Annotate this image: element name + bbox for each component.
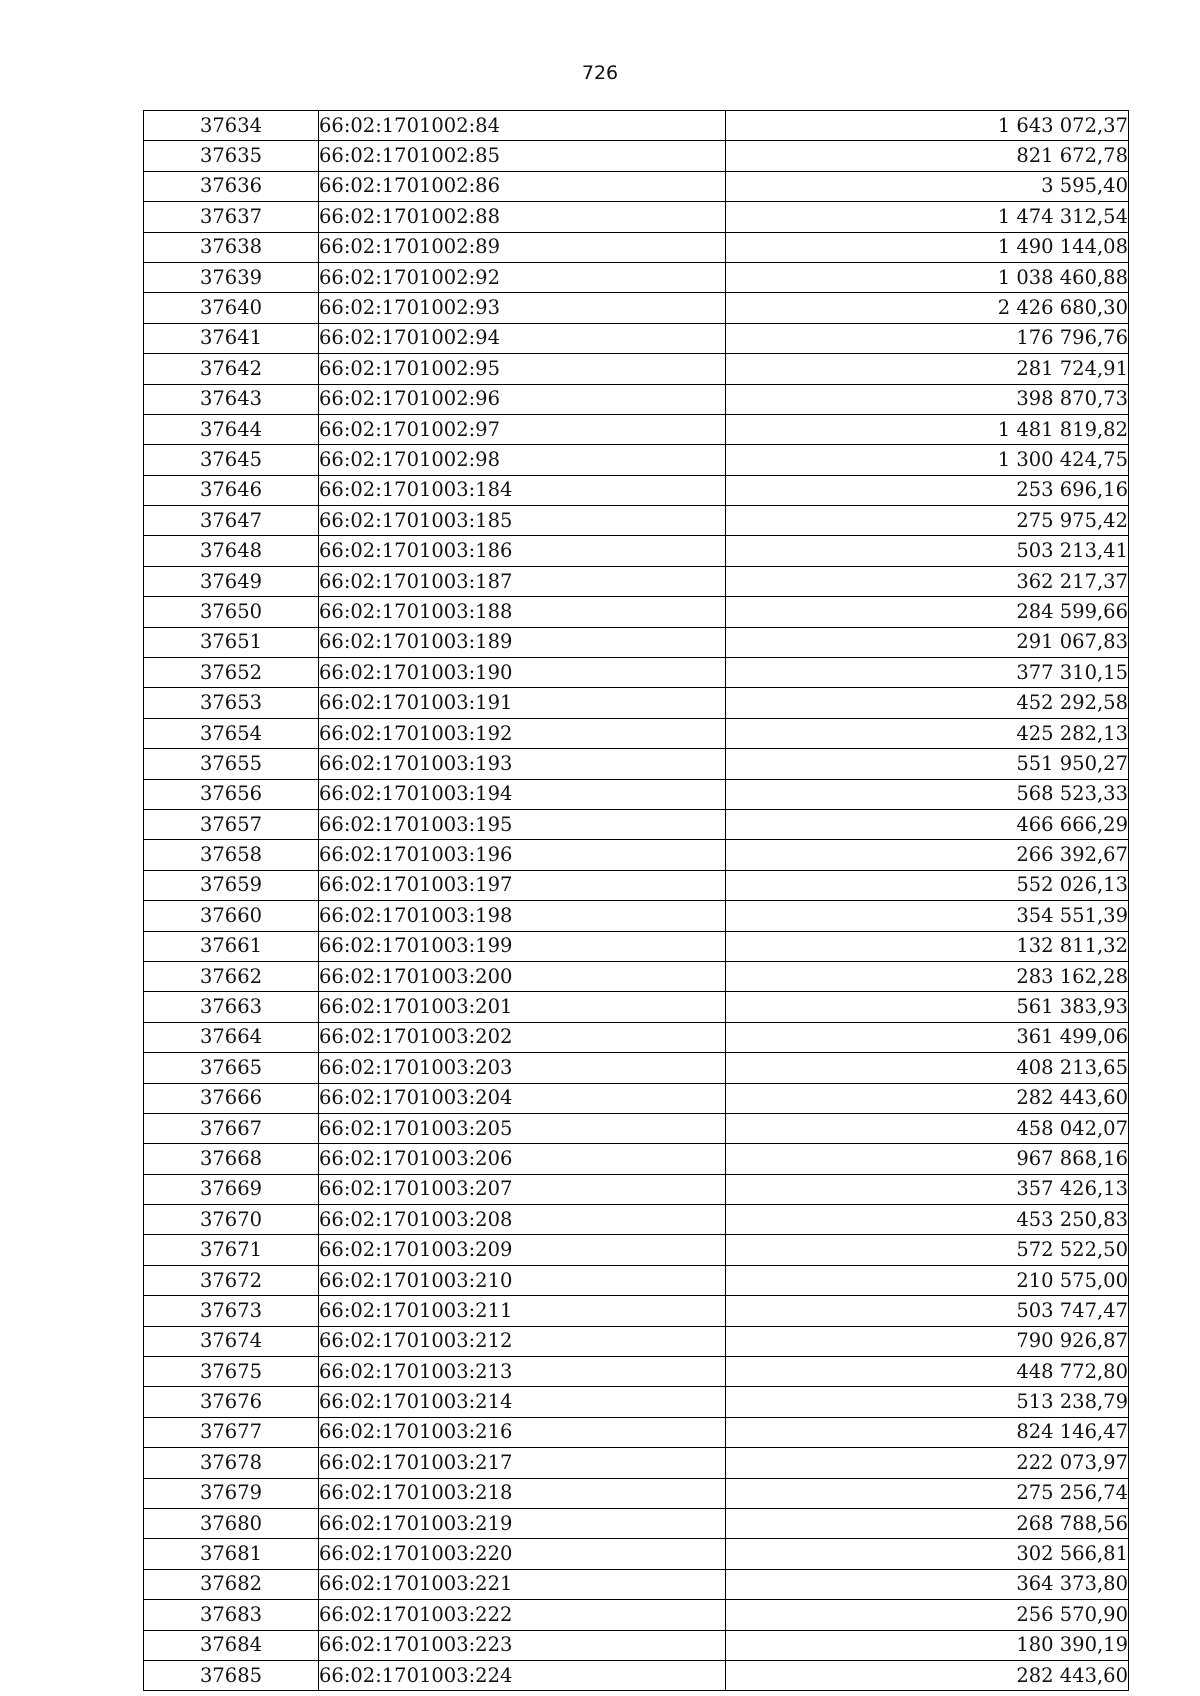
- table-row: [144, 475, 1129, 505]
- table-row: [144, 961, 1129, 991]
- value-cell: 551 950,27: [726, 749, 1129, 779]
- value-cell: 452 292,58: [726, 688, 1129, 718]
- table-row: [144, 566, 1129, 596]
- value-cell: 377 310,15: [726, 658, 1129, 688]
- row-number-cell: 37676: [144, 1387, 319, 1417]
- cadastral-number-cell: 66:02:1701003:197: [319, 870, 726, 900]
- table-row: [144, 1569, 1129, 1599]
- table-row: [144, 1448, 1129, 1478]
- row-number-cell: 37654: [144, 718, 319, 748]
- value-cell: 2 426 680,30: [726, 293, 1129, 323]
- table-row: [144, 506, 1129, 536]
- registry-table-body: [144, 111, 1129, 1691]
- value-cell: 362 217,37: [726, 566, 1129, 596]
- table-row: [144, 1478, 1129, 1508]
- value-cell: 282 443,60: [726, 1083, 1129, 1113]
- cadastral-number-cell: 66:02:1701002:89: [319, 232, 726, 262]
- table-row: [144, 840, 1129, 870]
- table-row: [144, 1600, 1129, 1630]
- value-cell: 282 443,60: [726, 1660, 1129, 1690]
- table-row: [144, 1539, 1129, 1569]
- cadastral-number-cell: 66:02:1701002:84: [319, 111, 726, 141]
- value-cell: 291 067,83: [726, 627, 1129, 657]
- table-row: [144, 1265, 1129, 1295]
- cadastral-number-cell: 66:02:1701003:199: [319, 931, 726, 961]
- table-row: [144, 232, 1129, 262]
- value-cell: 266 392,67: [726, 840, 1129, 870]
- cadastral-number-cell: 66:02:1701003:189: [319, 627, 726, 657]
- row-number-cell: 37656: [144, 779, 319, 809]
- row-number-cell: 37652: [144, 658, 319, 688]
- cadastral-number-cell: 66:02:1701002:92: [319, 262, 726, 292]
- registry-table: [143, 110, 1129, 1691]
- table-row: [144, 870, 1129, 900]
- value-cell: 283 162,28: [726, 961, 1129, 991]
- page-number: 726: [581, 62, 619, 84]
- row-number-cell: 37669: [144, 1174, 319, 1204]
- table-row: [144, 1205, 1129, 1235]
- row-number-cell: 37663: [144, 992, 319, 1022]
- cadastral-number-cell: 66:02:1701003:196: [319, 840, 726, 870]
- row-number-cell: 37668: [144, 1144, 319, 1174]
- cadastral-number-cell: 66:02:1701003:217: [319, 1448, 726, 1478]
- table-row: [144, 597, 1129, 627]
- row-number-cell: 37671: [144, 1235, 319, 1265]
- table-row: [144, 658, 1129, 688]
- row-number-cell: 37635: [144, 141, 319, 171]
- row-number-cell: 37674: [144, 1326, 319, 1356]
- row-number-cell: 37659: [144, 870, 319, 900]
- cadastral-number-cell: 66:02:1701003:224: [319, 1660, 726, 1690]
- cadastral-number-cell: 66:02:1701002:95: [319, 354, 726, 384]
- row-number-cell: 37643: [144, 384, 319, 414]
- table-row: [144, 901, 1129, 931]
- value-cell: 448 772,80: [726, 1357, 1129, 1387]
- value-cell: 821 672,78: [726, 141, 1129, 171]
- table-row: [144, 779, 1129, 809]
- cadastral-number-cell: 66:02:1701003:198: [319, 901, 726, 931]
- row-number-cell: 37662: [144, 961, 319, 991]
- row-number-cell: 37675: [144, 1357, 319, 1387]
- row-number-cell: 37664: [144, 1022, 319, 1052]
- value-cell: 824 146,47: [726, 1417, 1129, 1447]
- table-row: [144, 171, 1129, 201]
- cadastral-number-cell: 66:02:1701002:98: [319, 445, 726, 475]
- cadastral-number-cell: 66:02:1701003:194: [319, 779, 726, 809]
- cadastral-number-cell: 66:02:1701003:188: [319, 597, 726, 627]
- table-row: [144, 1357, 1129, 1387]
- cadastral-number-cell: 66:02:1701003:203: [319, 1053, 726, 1083]
- cadastral-number-cell: 66:02:1701003:202: [319, 1022, 726, 1052]
- value-cell: 354 551,39: [726, 901, 1129, 931]
- cadastral-number-cell: 66:02:1701003:222: [319, 1600, 726, 1630]
- value-cell: 425 282,13: [726, 718, 1129, 748]
- table-row: [144, 1235, 1129, 1265]
- value-cell: 275 975,42: [726, 506, 1129, 536]
- row-number-cell: 37683: [144, 1600, 319, 1630]
- cadastral-number-cell: 66:02:1701003:214: [319, 1387, 726, 1417]
- value-cell: 967 868,16: [726, 1144, 1129, 1174]
- table-row: [144, 1417, 1129, 1447]
- table-row: [144, 111, 1129, 141]
- row-number-cell: 37658: [144, 840, 319, 870]
- table-row: [144, 718, 1129, 748]
- cadastral-number-cell: 66:02:1701002:85: [319, 141, 726, 171]
- cadastral-number-cell: 66:02:1701003:210: [319, 1265, 726, 1295]
- cadastral-number-cell: 66:02:1701003:193: [319, 749, 726, 779]
- table-row: [144, 414, 1129, 444]
- cadastral-number-cell: 66:02:1701003:208: [319, 1205, 726, 1235]
- row-number-cell: 37673: [144, 1296, 319, 1326]
- table-row: [144, 1387, 1129, 1417]
- cadastral-number-cell: 66:02:1701003:200: [319, 961, 726, 991]
- value-cell: 361 499,06: [726, 1022, 1129, 1052]
- value-cell: 176 796,76: [726, 323, 1129, 353]
- cadastral-number-cell: 66:02:1701003:201: [319, 992, 726, 1022]
- cadastral-number-cell: 66:02:1701003:186: [319, 536, 726, 566]
- table-row: [144, 354, 1129, 384]
- value-cell: 1 038 460,88: [726, 262, 1129, 292]
- row-number-cell: 37682: [144, 1569, 319, 1599]
- table-row: [144, 1113, 1129, 1143]
- value-cell: 364 373,80: [726, 1569, 1129, 1599]
- cadastral-number-cell: 66:02:1701002:93: [319, 293, 726, 323]
- row-number-cell: 37647: [144, 506, 319, 536]
- table-row: [144, 1022, 1129, 1052]
- value-cell: 253 696,16: [726, 475, 1129, 505]
- cadastral-number-cell: 66:02:1701003:220: [319, 1539, 726, 1569]
- row-number-cell: 37638: [144, 232, 319, 262]
- cadastral-number-cell: 66:02:1701003:206: [319, 1144, 726, 1174]
- row-number-cell: 37644: [144, 414, 319, 444]
- table-row: [144, 1660, 1129, 1690]
- cadastral-number-cell: 66:02:1701002:94: [319, 323, 726, 353]
- cadastral-number-cell: 66:02:1701003:204: [319, 1083, 726, 1113]
- value-cell: 302 566,81: [726, 1539, 1129, 1569]
- value-cell: 568 523,33: [726, 779, 1129, 809]
- cadastral-number-cell: 66:02:1701003:207: [319, 1174, 726, 1204]
- cadastral-number-cell: 66:02:1701003:219: [319, 1508, 726, 1538]
- cadastral-number-cell: 66:02:1701003:190: [319, 658, 726, 688]
- row-number-cell: 37649: [144, 566, 319, 596]
- table-row: [144, 627, 1129, 657]
- row-number-cell: 37680: [144, 1508, 319, 1538]
- value-cell: 1 643 072,37: [726, 111, 1129, 141]
- value-cell: 132 811,32: [726, 931, 1129, 961]
- cadastral-number-cell: 66:02:1701003:184: [319, 475, 726, 505]
- value-cell: 503 213,41: [726, 536, 1129, 566]
- table-row: [144, 293, 1129, 323]
- row-number-cell: 37637: [144, 202, 319, 232]
- table-row: [144, 1630, 1129, 1660]
- cadastral-number-cell: 66:02:1701003:187: [319, 566, 726, 596]
- row-number-cell: 37640: [144, 293, 319, 323]
- table-row: [144, 536, 1129, 566]
- value-cell: 453 250,83: [726, 1205, 1129, 1235]
- table-row: [144, 1053, 1129, 1083]
- value-cell: 3 595,40: [726, 171, 1129, 201]
- table-row: [144, 931, 1129, 961]
- row-number-cell: 37655: [144, 749, 319, 779]
- table-row: [144, 992, 1129, 1022]
- cadastral-number-cell: 66:02:1701003:192: [319, 718, 726, 748]
- cadastral-number-cell: 66:02:1701002:96: [319, 384, 726, 414]
- row-number-cell: 37634: [144, 111, 319, 141]
- cadastral-number-cell: 66:02:1701003:223: [319, 1630, 726, 1660]
- row-number-cell: 37681: [144, 1539, 319, 1569]
- cadastral-number-cell: 66:02:1701003:221: [319, 1569, 726, 1599]
- row-number-cell: 37653: [144, 688, 319, 718]
- value-cell: 275 256,74: [726, 1478, 1129, 1508]
- table-row: [144, 809, 1129, 839]
- table-row: [144, 749, 1129, 779]
- row-number-cell: 37670: [144, 1205, 319, 1235]
- cadastral-number-cell: 66:02:1701003:191: [319, 688, 726, 718]
- row-number-cell: 37677: [144, 1417, 319, 1447]
- row-number-cell: 37639: [144, 262, 319, 292]
- value-cell: 1 490 144,08: [726, 232, 1129, 262]
- table-row: [144, 688, 1129, 718]
- value-cell: 256 570,90: [726, 1600, 1129, 1630]
- cadastral-number-cell: 66:02:1701003:218: [319, 1478, 726, 1508]
- cadastral-number-cell: 66:02:1701003:216: [319, 1417, 726, 1447]
- value-cell: 281 724,91: [726, 354, 1129, 384]
- row-number-cell: 37672: [144, 1265, 319, 1295]
- value-cell: 408 213,65: [726, 1053, 1129, 1083]
- cadastral-number-cell: 66:02:1701003:212: [319, 1326, 726, 1356]
- cadastral-number-cell: 66:02:1701003:195: [319, 809, 726, 839]
- cadastral-number-cell: 66:02:1701003:185: [319, 506, 726, 536]
- table-row: [144, 1083, 1129, 1113]
- cadastral-number-cell: 66:02:1701003:211: [319, 1296, 726, 1326]
- row-number-cell: 37646: [144, 475, 319, 505]
- value-cell: 222 073,97: [726, 1448, 1129, 1478]
- value-cell: 572 522,50: [726, 1235, 1129, 1265]
- table-row: [144, 1144, 1129, 1174]
- row-number-cell: 37645: [144, 445, 319, 475]
- table-row: [144, 202, 1129, 232]
- cadastral-number-cell: 66:02:1701002:97: [319, 414, 726, 444]
- value-cell: 503 747,47: [726, 1296, 1129, 1326]
- value-cell: 561 383,93: [726, 992, 1129, 1022]
- cadastral-number-cell: 66:02:1701002:86: [319, 171, 726, 201]
- table-row: [144, 1174, 1129, 1204]
- table-row: [144, 141, 1129, 171]
- value-cell: 1 481 819,82: [726, 414, 1129, 444]
- value-cell: 790 926,87: [726, 1326, 1129, 1356]
- cadastral-number-cell: 66:02:1701003:209: [319, 1235, 726, 1265]
- value-cell: 398 870,73: [726, 384, 1129, 414]
- value-cell: 513 238,79: [726, 1387, 1129, 1417]
- row-number-cell: 37648: [144, 536, 319, 566]
- table-row: [144, 445, 1129, 475]
- value-cell: 1 474 312,54: [726, 202, 1129, 232]
- row-number-cell: 37660: [144, 901, 319, 931]
- row-number-cell: 37679: [144, 1478, 319, 1508]
- row-number-cell: 37657: [144, 809, 319, 839]
- table-row: [144, 1326, 1129, 1356]
- table-row: [144, 384, 1129, 414]
- cadastral-number-cell: 66:02:1701003:213: [319, 1357, 726, 1387]
- row-number-cell: 37665: [144, 1053, 319, 1083]
- value-cell: 1 300 424,75: [726, 445, 1129, 475]
- row-number-cell: 37678: [144, 1448, 319, 1478]
- row-number-cell: 37641: [144, 323, 319, 353]
- cadastral-number-cell: 66:02:1701003:205: [319, 1113, 726, 1143]
- row-number-cell: 37642: [144, 354, 319, 384]
- value-cell: 210 575,00: [726, 1265, 1129, 1295]
- value-cell: 180 390,19: [726, 1630, 1129, 1660]
- row-number-cell: 37661: [144, 931, 319, 961]
- row-number-cell: 37636: [144, 171, 319, 201]
- table-row: [144, 1508, 1129, 1538]
- row-number-cell: 37684: [144, 1630, 319, 1660]
- cadastral-number-cell: 66:02:1701002:88: [319, 202, 726, 232]
- value-cell: 466 666,29: [726, 809, 1129, 839]
- row-number-cell: 37666: [144, 1083, 319, 1113]
- table-row: [144, 1296, 1129, 1326]
- value-cell: 357 426,13: [726, 1174, 1129, 1204]
- value-cell: 552 026,13: [726, 870, 1129, 900]
- table-row: [144, 323, 1129, 353]
- row-number-cell: 37650: [144, 597, 319, 627]
- value-cell: 268 788,56: [726, 1508, 1129, 1538]
- table-row: [144, 262, 1129, 292]
- row-number-cell: 37685: [144, 1660, 319, 1690]
- row-number-cell: 37651: [144, 627, 319, 657]
- value-cell: 284 599,66: [726, 597, 1129, 627]
- value-cell: 458 042,07: [726, 1113, 1129, 1143]
- row-number-cell: 37667: [144, 1113, 319, 1143]
